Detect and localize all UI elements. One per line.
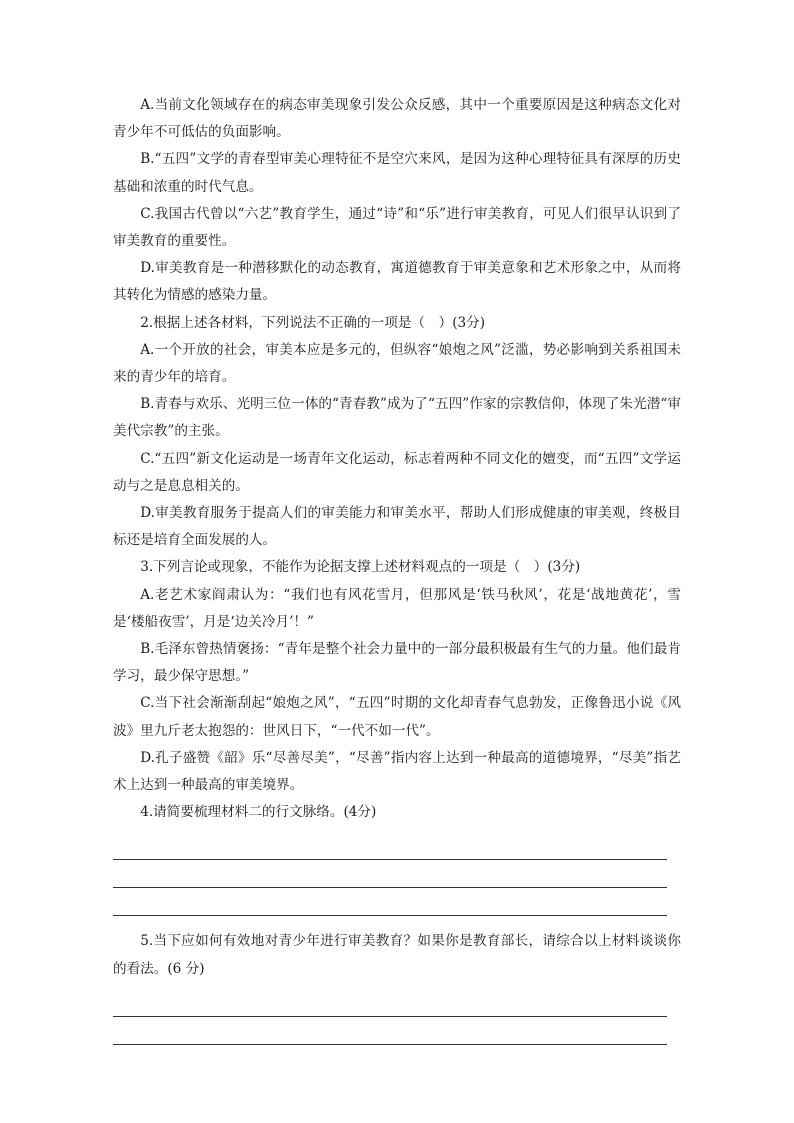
q2-option-d: D.审美教育服务于提高人们的审美能力和审美水平，帮助人们形成健康的审美观，终极目标还是培育全面发展的人。 <box>113 505 681 549</box>
q2-option-b: B.青春与欢乐、光明三位一体的“青春教”成为了“五四”作家的宗教信仰，体现了朱光潜“审美代宗教”的主张。 <box>113 396 681 440</box>
q3-stem: 3.下列言论或现象，不能作为论据支撑上述材料观点的一项是（ ）(3分) <box>140 559 581 576</box>
q4-stem: 4.请简要梳理材料二的行文脉络。(4分) <box>140 804 377 821</box>
q1-option-c: C.我国古代曾以“六艺”教育学生，通过“诗”和“乐”进行审美教育，可见人们很早认识到了审美教育的重要性。 <box>113 205 681 250</box>
answer-line <box>113 860 667 888</box>
q2-option-c: C.“五四”新文化运动是一场青年文化运动，标志着两种不同文化的嬗变，而“五四”文学运动与之是息息相关的。 <box>113 450 681 494</box>
q1-option-b: B.“五四”文学的青春型审美心理特征不是空穴来风，是因为这种心理特征具有深厚的历史基础和浓重的时代气息。 <box>113 151 681 195</box>
q3-option-a: A.老艺术家阎肃认为：“我们也有风花雪月，但那风是‘铁马秋风’，花是‘战地黄花’，雪是‘楼船夜雪’，月是‘边关冷月’！” <box>113 586 681 630</box>
q2-stem: 2.根据上述各材料，下列说法不正确的一项是（ ）(3分) <box>140 314 486 331</box>
q4-answer-area[interactable] <box>113 832 681 916</box>
q1-option-d: D.审美教育是一种潜移默化的动态教育，寓道德教育于审美意象和艺术形象之中，从而将其转化为情感的感染力量。 <box>113 260 681 304</box>
answer-line <box>113 989 667 1017</box>
q3-option-d: D.孔子盛赞《韶》乐“尽善尽美”，“尽善”指内容上达到一种最高的道德境界，“尽美”指艺术上达到一种最高的审美境界。 <box>113 749 681 794</box>
q1-option-a: A.当前文化领域存在的病态审美现象引发公众反感，其中一个重要原因是这种病态文化对青少年不可低估的负面影响。 <box>113 97 681 141</box>
document-page <box>113 92 681 1053</box>
q3-option-b: B.毛泽东曾热情褒扬：“青年是整个社会力量中的一部分最积极最有生气的力量。他们最肯学习，最少保守思想。” <box>113 641 681 685</box>
answer-line <box>113 1017 667 1045</box>
answer-line <box>113 888 667 916</box>
q5-stem: 5.当下应如何有效地对青少年进行审美教育？如果你是教育部长，请综合以上材料谈谈你的看法。(6 分) <box>113 933 681 977</box>
q5-answer-area[interactable] <box>113 989 681 1045</box>
q2-option-a: A.一个开放的社会，审美本应是多元的，但纵容“娘炮之风”泛滥，势必影响到关系祖国未来的青少年的培育。 <box>113 341 681 386</box>
answer-line <box>113 832 667 860</box>
q3-option-c: C.当下社会渐渐刮起“娘炮之风”，“五四”时期的文化却青春气息勃发，正像鲁迅小说《风波》里九斤老太抱怨的：世风日下，“一代不如一代”。 <box>113 695 681 739</box>
